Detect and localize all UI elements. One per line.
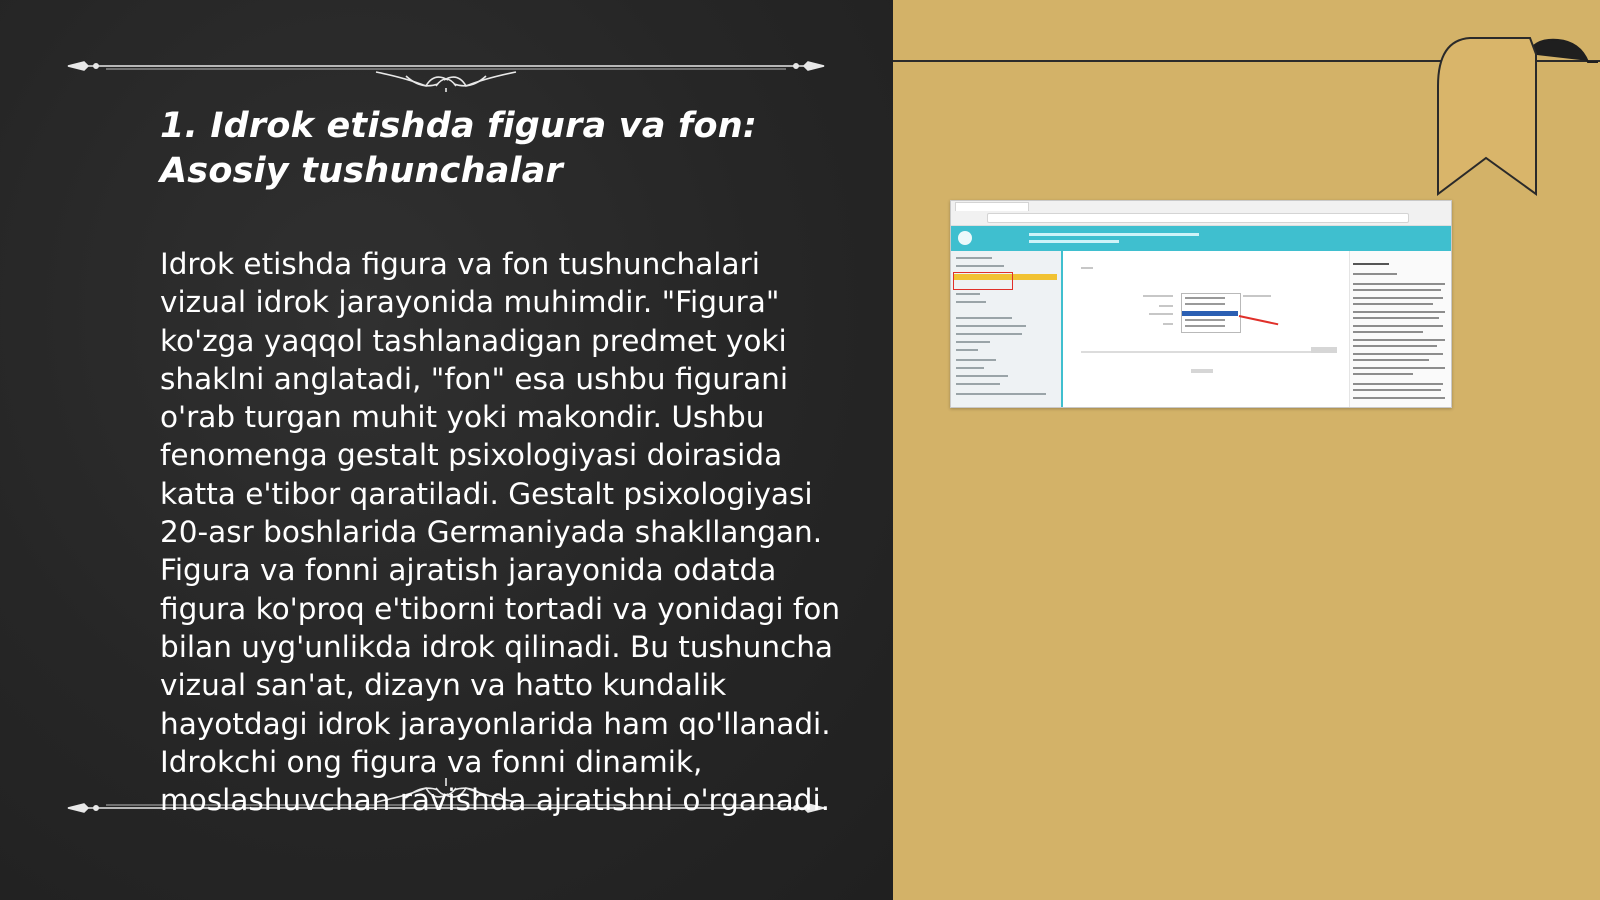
form-label-line (1143, 295, 1173, 297)
help-text-line (1353, 367, 1445, 369)
form-label-line (1081, 267, 1093, 269)
form-label-line (1159, 305, 1173, 307)
help-text-line (1353, 339, 1445, 341)
help-text-line (1353, 373, 1413, 375)
slide-title: 1. Idrok etishda figura va fon: Asosiy tushunchalar (160, 106, 758, 191)
help-text-line (1353, 297, 1443, 299)
sidebar-menu-line (956, 293, 980, 295)
sidebar-menu-line (956, 325, 1026, 327)
dropdown-option-line (1185, 319, 1225, 321)
sidebar-menu-line (956, 359, 996, 361)
dropdown-option-line (1185, 325, 1225, 327)
browser-tab (955, 202, 1029, 211)
sidebar-menu-line (956, 349, 978, 351)
browser-address-bar (987, 213, 1409, 223)
help-text-line (1353, 273, 1397, 275)
form-button (1191, 369, 1213, 373)
help-text-line (1353, 283, 1445, 285)
sidebar-menu-line (956, 317, 1012, 319)
form-label-line (1149, 313, 1173, 315)
form-hint-line (1243, 295, 1271, 297)
router-settings-screenshot (950, 200, 1452, 408)
dropdown-selected-option (1182, 311, 1238, 316)
sidebar-menu-line (956, 265, 1004, 267)
sidebar-menu-line (956, 301, 986, 303)
router-header-line (1029, 233, 1199, 236)
router-header-line (1029, 240, 1119, 243)
help-text-line (1353, 331, 1423, 333)
help-text-line (1353, 311, 1445, 313)
form-button (1311, 347, 1337, 353)
form-divider (1081, 351, 1311, 353)
help-text-line (1353, 383, 1443, 385)
sidebar-menu-line (956, 341, 990, 343)
help-text-line (1353, 345, 1437, 347)
help-text-line (1353, 289, 1441, 291)
sidebar-menu-line (956, 393, 1046, 395)
sidebar-menu-line (956, 383, 1000, 385)
help-text-line (1353, 397, 1445, 399)
dropdown-option-line (1185, 297, 1225, 299)
sidebar-annotation-box (953, 272, 1013, 290)
sidebar-menu-line (956, 375, 1008, 377)
help-text-line (1353, 317, 1439, 319)
help-text-line (1353, 389, 1441, 391)
router-logo-icon (958, 231, 972, 245)
router-header-bar (951, 226, 1451, 251)
form-label-line (1163, 323, 1173, 325)
filigree-divider-top-icon (66, 42, 826, 92)
help-text-line (1353, 359, 1429, 361)
sidebar-menu-line (956, 367, 984, 369)
sidebar-menu-line (956, 333, 1022, 335)
bookmark-ribbon-icon (1430, 34, 1600, 200)
slide-body-text: Idrok etishda figura va fon tushunchalari vizual idrok jarayonida muhimdir. "Figura" ko'zga yaqqol tashlanadigan predmet yoki shaklni anglatadi, "fon" esa ushbu figurani o'rab turgan muhit yoki makondir. Ushbu fenomenga gestalt psixologiyasi doirasida katta e'tibor qaratiladi. Gestalt psixologiyasi 20-asr boshlarida Germaniyada shakllangan. Figura va fonni ajratish jarayonida odatda figura ko'proq e'tiborni tortadi va yonidagi fon bilan uyg'unlikda idrok qilinadi. Bu tushuncha vizual san'at, dizayn va hatto kundalik hayotdagi idrok jarayonlarida ham qo'llanadi. Idrokchi ong figura va fonni dinamik, moslashuvchan ravishda ajratishni o'rganadi. (160, 247, 841, 818)
help-text-line (1353, 303, 1433, 305)
dropdown-option-line (1185, 303, 1225, 305)
browser-toolbar (951, 201, 1451, 226)
help-text-line (1353, 325, 1443, 327)
help-text-line (1353, 353, 1443, 355)
help-heading-line (1353, 263, 1389, 265)
sidebar-menu-line (956, 257, 992, 259)
